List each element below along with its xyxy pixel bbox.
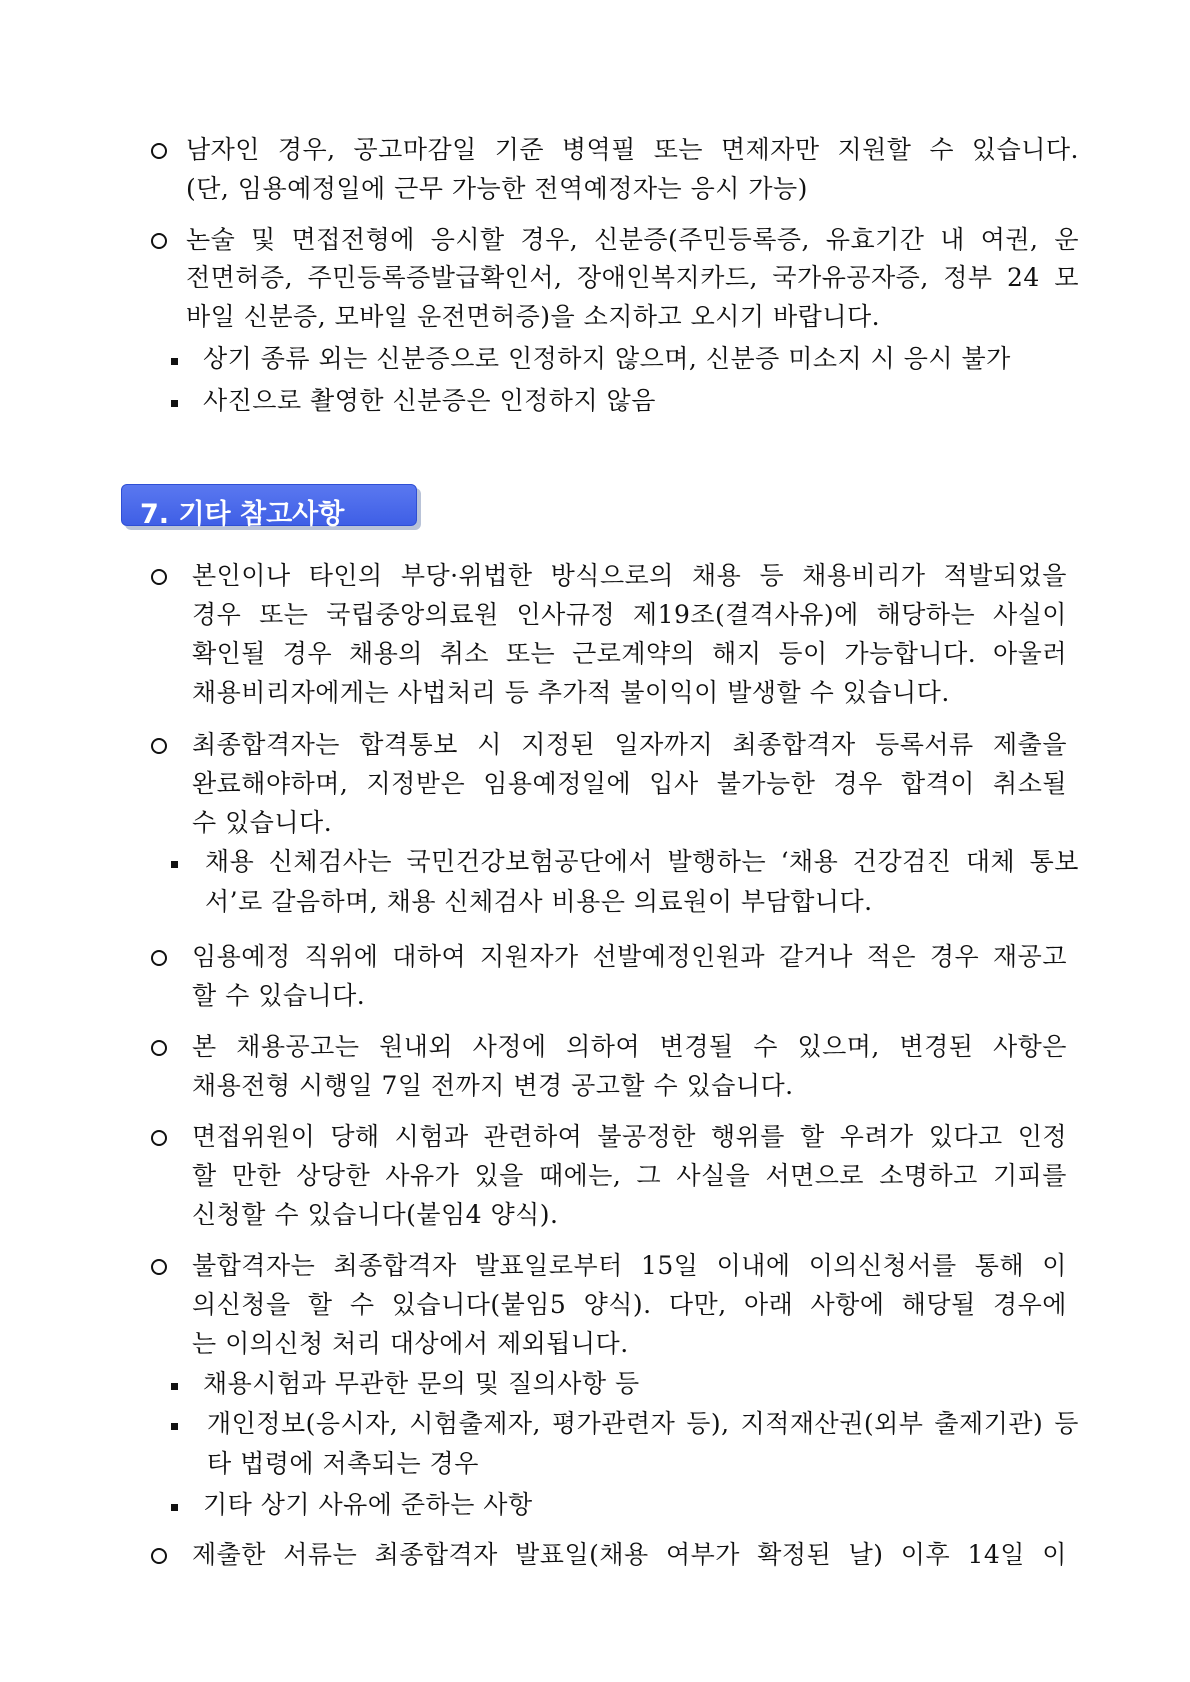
word: 14일 xyxy=(967,1540,1025,1569)
section-heading: 7. 기타 참고사항 xyxy=(140,499,345,530)
word: 주민등록증발급확인서, xyxy=(307,263,563,292)
word: 평가관련자 xyxy=(551,1409,676,1438)
paragraph-line xyxy=(192,1124,1067,1149)
sub-item-line xyxy=(207,1411,1079,1436)
word: 적발되었을 xyxy=(943,561,1067,590)
word: 여권, xyxy=(980,225,1039,254)
word: 할 xyxy=(192,1161,217,1190)
word: 등이 xyxy=(778,639,828,668)
word: 수 xyxy=(929,135,955,164)
word: 등), xyxy=(686,1409,730,1438)
word: 그 xyxy=(636,1161,662,1190)
paragraph-line xyxy=(192,944,1067,969)
word: 국가유공자증, xyxy=(772,263,929,292)
word: 변경된 xyxy=(899,1032,974,1061)
word: 지원자가 xyxy=(480,942,579,971)
word: 모 xyxy=(1054,263,1079,292)
word: 재공고 xyxy=(993,942,1067,971)
word: 변경될 xyxy=(659,1032,734,1061)
word: 방식으로의 xyxy=(550,561,674,590)
circle-bullet-icon xyxy=(151,1040,167,1056)
word: 채용 xyxy=(205,847,255,876)
word: 이의신청서를 xyxy=(808,1251,957,1280)
sub-item-line: 상기 종류 외는 신분증으로 인정하지 않으며, 신분증 미소지 시 응시 불가 xyxy=(203,344,1011,373)
word: 건강검진 xyxy=(852,847,952,876)
word: 면제자만 xyxy=(720,135,820,164)
word: 전면허증, xyxy=(186,263,294,292)
word: 장애인복지카드, xyxy=(576,263,758,292)
word: 운 xyxy=(1054,225,1079,254)
word: 여부가 xyxy=(666,1540,740,1569)
word: 제19조(결격사유)에 xyxy=(632,600,859,629)
circle-bullet-icon xyxy=(151,233,167,249)
word: 일자까지 xyxy=(614,730,714,759)
word: 시 xyxy=(477,730,502,759)
word: 할 xyxy=(307,1290,333,1319)
word: 본인이나 xyxy=(192,561,291,590)
square-bullet-icon xyxy=(171,1504,178,1511)
word: 남자인 xyxy=(186,135,260,164)
paragraph-line xyxy=(192,563,1067,588)
word: 면접전형에 xyxy=(291,225,415,254)
word: 가능합니다. xyxy=(844,639,977,668)
word: 직위에 xyxy=(304,942,379,971)
word: 관련하여 xyxy=(483,1122,583,1151)
word: 기준 xyxy=(494,135,544,164)
paragraph-line xyxy=(192,1034,1067,1059)
word: 인사규정 xyxy=(516,600,616,629)
word: 정부 xyxy=(943,263,993,292)
word: 다만, xyxy=(668,1290,727,1319)
word: 있다고 xyxy=(928,1122,1003,1151)
word: 임용예정 xyxy=(192,942,291,971)
word: 경우, xyxy=(520,225,579,254)
word: 경우 xyxy=(833,769,883,798)
word: 최종합격자 xyxy=(732,730,856,759)
word: 사항은 xyxy=(992,1032,1067,1061)
paragraph-line xyxy=(192,1163,1067,1188)
word: 확인될 xyxy=(192,639,266,668)
word: 채용비리가 xyxy=(802,561,926,590)
paragraph-line xyxy=(192,1292,1067,1317)
word: 행위를 xyxy=(710,1122,785,1151)
word: 경우 xyxy=(929,942,980,971)
word: 등 xyxy=(759,561,785,590)
word: 또는 xyxy=(653,135,704,164)
word: 응시할 xyxy=(430,225,505,254)
word: 내 xyxy=(940,225,965,254)
word: 날) xyxy=(848,1540,884,1569)
word: 경우, xyxy=(277,135,336,164)
word: 채용의 xyxy=(348,639,423,668)
paragraph-line xyxy=(192,1253,1067,1278)
word: 시험과 xyxy=(394,1122,469,1151)
word: 원내외 xyxy=(379,1032,454,1061)
paragraph-line: 는 이의신청 처리 대상에서 제외됩니다. xyxy=(192,1329,629,1358)
paragraph-line xyxy=(186,265,1079,290)
circle-bullet-icon xyxy=(151,738,167,754)
word: 채용 xyxy=(692,561,742,590)
word: 채용공고는 xyxy=(236,1032,360,1061)
word: 병역필 xyxy=(561,135,636,164)
word: 발행하는 xyxy=(667,847,767,876)
circle-bullet-icon xyxy=(151,569,167,585)
word: 시험출제자, xyxy=(409,1409,541,1438)
word: 서면으로 xyxy=(765,1161,865,1190)
circle-bullet-icon xyxy=(151,1548,167,1564)
word: 의신청을 xyxy=(192,1290,291,1319)
word: 이후 xyxy=(900,1540,951,1569)
word: 이내에 xyxy=(716,1251,791,1280)
paragraph-line: 채용전형 시행일 7일 전까지 변경 공고할 수 있습니다. xyxy=(192,1071,794,1100)
paragraph-line xyxy=(192,732,1067,757)
word: 만한 xyxy=(231,1161,282,1190)
word: 선발예정인원과 xyxy=(592,942,766,971)
sub-item-line: 서’로 갈음하며, 채용 신체검사 비용은 의료원이 부담합니다. xyxy=(205,887,873,916)
word: 또는 xyxy=(505,639,556,668)
word: 합격이 xyxy=(900,769,975,798)
word: 해당될 xyxy=(901,1290,976,1319)
word: 최종합격자는 xyxy=(192,730,340,759)
word: 때에는, xyxy=(538,1161,622,1190)
word: 통보 xyxy=(1029,847,1079,876)
word: 해당하는 xyxy=(876,600,976,629)
word: 통해 xyxy=(974,1251,1025,1280)
sub-item-line: 사진으로 촬영한 신분증은 인정하지 않음 xyxy=(203,386,656,415)
word: 논술 xyxy=(186,225,236,254)
word: 사유가 xyxy=(385,1161,460,1190)
word: 이 xyxy=(1042,1251,1067,1280)
circle-bullet-icon xyxy=(151,143,167,159)
word: 당해 xyxy=(330,1122,380,1151)
word: 경우 xyxy=(282,639,333,668)
word: 개인정보(응시자, xyxy=(207,1409,399,1438)
word: 상당한 xyxy=(296,1161,371,1190)
word: 본 xyxy=(192,1032,217,1061)
square-bullet-icon xyxy=(171,400,178,407)
circle-bullet-icon xyxy=(151,950,167,966)
sub-item-line: 채용시험과 무관한 문의 및 질의사항 등 xyxy=(203,1369,640,1398)
word: 부당·위법한 xyxy=(400,561,533,590)
word: 인정 xyxy=(1017,1122,1067,1151)
sub-item-line: 타 법령에 저촉되는 경우 xyxy=(207,1449,479,1478)
word: 경우에 xyxy=(993,1290,1067,1319)
square-bullet-icon xyxy=(171,861,178,868)
word: 합격통보 xyxy=(359,730,458,759)
word: 경우 xyxy=(192,600,242,629)
word: 같거나 xyxy=(778,942,853,971)
word: 등록서류 xyxy=(875,730,974,759)
square-bullet-icon xyxy=(171,358,178,365)
word: 불가능한 xyxy=(716,769,816,798)
word: 대체 xyxy=(965,847,1016,876)
word: 완료해야하며, xyxy=(192,769,349,798)
word: 지정된 xyxy=(521,730,596,759)
word: 있으며, xyxy=(797,1032,880,1061)
paragraph-line xyxy=(192,1542,1067,1567)
word: 의하여 xyxy=(566,1032,641,1061)
word: 근로계약의 xyxy=(572,639,696,668)
word: 지적재산권(외부 xyxy=(740,1409,924,1438)
word: 우려가 xyxy=(839,1122,914,1151)
word: 기피를 xyxy=(992,1161,1067,1190)
word: 신체검사는 xyxy=(268,847,393,876)
word: 사정에 xyxy=(472,1032,547,1061)
paragraph-line: (단, 임용예정일에 근무 가능한 전역예정자는 응시 가능) xyxy=(186,174,808,203)
paragraph-line: 수 있습니다. xyxy=(192,808,333,837)
word: 취소 xyxy=(439,639,490,668)
word: 서류는 xyxy=(283,1540,358,1569)
word: 할 xyxy=(799,1122,825,1151)
word: 사실이 xyxy=(992,600,1067,629)
word: 제출한 xyxy=(192,1540,266,1569)
word: 있을 xyxy=(474,1161,524,1190)
word: 또는 xyxy=(259,600,309,629)
word: 등 xyxy=(1054,1409,1079,1438)
word: 공고마감일 xyxy=(353,135,477,164)
paragraph-line xyxy=(192,641,1067,666)
word: 최종합격자 xyxy=(333,1251,457,1280)
word: 지원할 xyxy=(837,135,912,164)
word: 타인의 xyxy=(308,561,383,590)
word: 및 xyxy=(251,225,276,254)
word: 해지 xyxy=(712,639,762,668)
word: 최종합격자 xyxy=(374,1540,498,1569)
word: 국민건강보험공단에서 xyxy=(406,847,654,876)
paragraph-line xyxy=(192,602,1067,627)
word: 발표일(채용 xyxy=(515,1540,649,1569)
word: 제출을 xyxy=(993,730,1067,759)
circle-bullet-icon xyxy=(151,1130,167,1146)
word: 이 xyxy=(1042,1540,1067,1569)
word: 불공정한 xyxy=(597,1122,696,1151)
word: 유효기간 xyxy=(825,225,925,254)
circle-bullet-icon xyxy=(151,1259,167,1275)
sub-item-line xyxy=(205,849,1079,874)
paragraph-line xyxy=(186,137,1079,162)
word: 사항에 xyxy=(810,1290,885,1319)
word: 신분증(주민등록증, xyxy=(594,225,810,254)
word: 있습니다. xyxy=(971,135,1079,164)
word: 수 xyxy=(753,1032,778,1061)
paragraph-line: 바일 신분증, 모바일 운전면허증)을 소지하고 오시기 바랍니다. xyxy=(186,302,881,331)
word: 취소될 xyxy=(993,769,1067,798)
word: 아래 xyxy=(743,1290,794,1319)
word: 면접위원이 xyxy=(192,1122,316,1151)
square-bullet-icon xyxy=(171,1383,178,1390)
sub-item-line: 기타 상기 사유에 준하는 사항 xyxy=(203,1490,533,1519)
word: 수 xyxy=(349,1290,375,1319)
paragraph-line: 신청할 수 있습니다(붙임4 양식). xyxy=(192,1200,559,1229)
paragraph-line: 채용비리자에게는 사법처리 등 추가적 불이익이 발생할 수 있습니다. xyxy=(192,678,950,707)
square-bullet-icon xyxy=(171,1423,178,1430)
word: 대하여 xyxy=(392,942,467,971)
word: 소명하고 xyxy=(879,1161,978,1190)
word: 아울러 xyxy=(993,639,1067,668)
paragraph-line: 할 수 있습니다. xyxy=(192,981,366,1010)
word: 지정받은 xyxy=(366,769,466,798)
word: 적은 xyxy=(866,942,917,971)
word: 발표일로부터 xyxy=(474,1251,623,1280)
word: 출제기관) xyxy=(934,1409,1044,1438)
word: 사실을 xyxy=(676,1161,751,1190)
paragraph-line xyxy=(186,227,1079,252)
section-heading-box xyxy=(121,484,417,530)
word: 확정된 xyxy=(757,1540,832,1569)
word: 15일 xyxy=(640,1251,699,1280)
word: 임용예정일에 xyxy=(483,769,632,798)
word: ‘채용 xyxy=(780,847,839,876)
word: 불합격자는 xyxy=(192,1251,316,1280)
word: 있습니다(붙임5 xyxy=(391,1290,567,1319)
word: 입사 xyxy=(649,769,699,798)
word: 양식). xyxy=(583,1290,652,1319)
paragraph-line xyxy=(192,771,1067,796)
word: 24 xyxy=(1007,263,1040,292)
word: 국립중앙의료원 xyxy=(326,600,499,629)
